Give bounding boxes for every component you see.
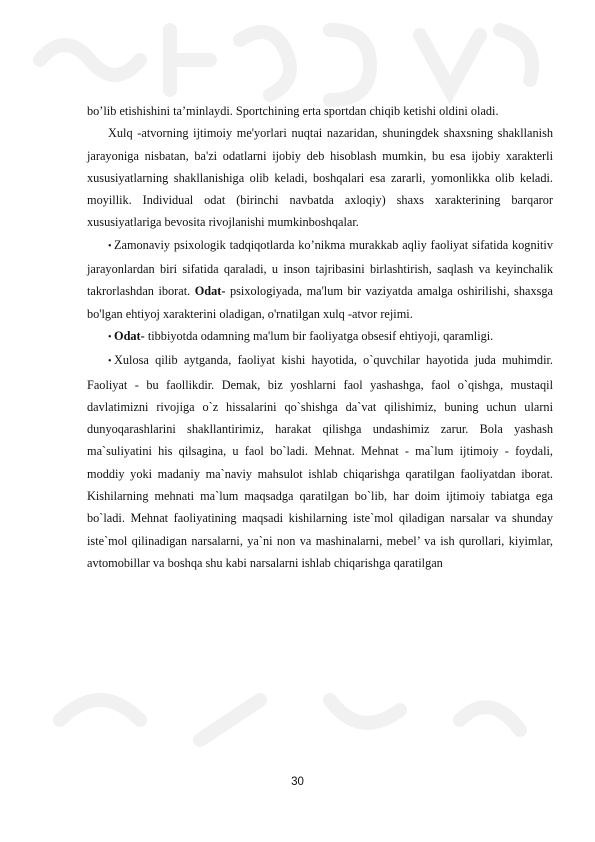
bullet-icon: • <box>108 331 112 343</box>
page-number: 30 <box>291 776 304 788</box>
bullet-2-term: Odat- <box>114 328 145 343</box>
bullet-1-definition: psixologiyada, ma'lum bir vaziyatda amalga oshirilishi, shaxsga bo'lgan ehtiyoj xarakterini oladigan, o'rnatilgan xulq -atvor rejimi. <box>87 284 553 321</box>
bullet-paragraph-2 <box>87 325 553 349</box>
paragraph-1: bo’lib etishishini ta’minlaydi. Sportchining erta sportdan chiqib ketishi oldini oladi. <box>87 104 499 118</box>
bullet-icon: • <box>108 240 112 252</box>
bullet-3-text: Xulosa qilib aytganda, faoliyat kishi hayotida, o`quvchilar hayotida juda muhimdir. Faoliyat - bu faollikdir. Demak, biz yoshlarni faol yashashga, faol o`qishga, mustaqil davlatimizni rivojiga o`z hissalarini qo`shishga da`vat qilishimiz, buning uchun ularni dunyoqarashlarini shakllantirimiz, harakat qilishga undashimiz zarur. Bola yashash ma`suliyatini his qilsagina, u faol bo`ladi. Mehnat. Mehnat - ma`lum ijtimoiy - foydali, moddiy yoki madaniy ma`naviy mahsulot ishlab chiqarishga qaratilgan faoliyatdan iborat. Kishilarning mehnati ma`lum maqsadga qaratilgan bo`lib, har doim ijtimoiy tabiatga ega bo`ladi. Mehnat faoliyatining maqsadi kishilarning iste`mol qiladigan narsalar va shunday iste`mol qilinadigan narsalarni, ya`ni non va mashinalarni, mebel’ va ish qurollari, kiyimlar, avtomobillar va boshqa shu kabi narsalarni ishlab chiqarishga qaratilgan <box>87 353 553 570</box>
bullet-1-term: Odat- <box>194 284 226 299</box>
paragraph-2: Xulq -atvorning ijtimoiy me'yorlari nuqtai nazaridan, shuningdek shaxsning shakllanish jarayoniga nisbatan, ba'zi odatlarni ijobiy deb hisoblash mumkin, bu esa ijobiy xarakterli xususiyatlarning shakllanishiga olib keladi, boshqalari esa zararli, yomonlikka olib keladi. moyillik. Individual odat (birinchi navbatda axloqiy) shaxs xarakterining barqaror xususiyatlariga bevosita rivojlanishi mumkinboshqalar. <box>87 126 553 230</box>
bullet-paragraph-1 <box>87 234 553 325</box>
bullet-1-text: Zamonaviy psixologik tadqiqotlarda ko’nikma murakkab aqliy faoliyat sifatida kognitiv jarayonlardan biri sifatida qaraladi, u inson tajribasini birlashtirish, saqlash va keyinchalik takrorlashdan iborat. <box>87 237 553 299</box>
bullet-paragraph-3 <box>87 349 553 574</box>
bullet-2-definition: tibbiyotda odamning ma'lum bir faoliyatga obsesif ehtiyoji, qaramligi. <box>144 328 494 343</box>
document-body <box>87 100 553 574</box>
bullet-icon: • <box>108 356 112 368</box>
